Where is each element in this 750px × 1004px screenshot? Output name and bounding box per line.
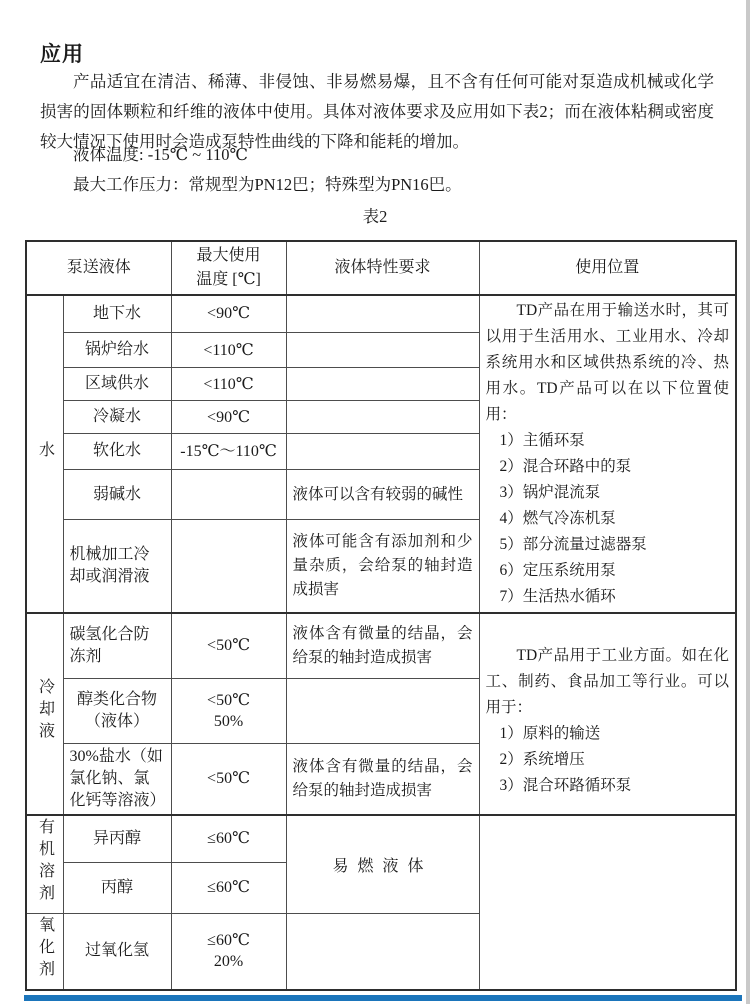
group-label-coolant: 冷却液 (26, 613, 63, 815)
usage-coolant-item: 2）系统增压 (499, 750, 585, 768)
max-temp-value: <50℃ (171, 743, 286, 815)
usage-water-cell (479, 295, 736, 613)
page-scan-edge (746, 0, 750, 1004)
liquid-temperature-line: 液体温度: -15℃ ~ 110℃ (73, 145, 248, 164)
requirement-cell (286, 332, 479, 367)
usage-water-item: 3）锅炉混流泵 (499, 484, 601, 501)
liquid-name: 软化水 (63, 433, 171, 469)
requirement-cell (286, 433, 479, 469)
table-header-row (26, 241, 736, 295)
header-liquid-requirements: 液体特性要求 (286, 241, 479, 295)
liquid-name: 弱碱水 (63, 469, 171, 519)
max-temp-value: <50℃ (171, 613, 286, 678)
requirement-cell (286, 913, 479, 990)
liquid-application-table (25, 240, 737, 991)
liquid-name: 过氧化氢 (63, 913, 171, 990)
requirement-cell: 液体可能含有添加剂和少量杂质，会给泵的轴封造成损害 (286, 520, 479, 613)
liquid-name: 机械加工冷却或润滑液 (63, 520, 171, 613)
liquid-name: 醇类化合物（液体） (63, 678, 171, 743)
table-caption: 表2 (362, 207, 388, 226)
max-temp-value (171, 469, 286, 519)
max-temp-value: <110℃ (171, 332, 286, 367)
page-title: 应用 (40, 42, 84, 67)
max-temp-value: <90℃ (171, 401, 286, 433)
max-temp-value: ≤60℃ 20% (171, 913, 286, 990)
liquid-name: 碳氢化合防冻剂 (63, 613, 171, 678)
table-row (26, 295, 736, 332)
header-max-temp-line1: 最大使用 (196, 247, 261, 264)
max-temp-value: -15℃～110℃ (171, 433, 286, 469)
header-pumped-liquid: 泵送液体 (26, 241, 171, 295)
max-temp-value: <50℃ 50% (171, 678, 286, 743)
liquid-name: 区域供水 (63, 368, 171, 401)
requirement-cell: 液体含有微量的结晶，会给泵的轴封造成损害 (286, 613, 479, 678)
usage-water-item: 4）燃气冷冻机泵 (499, 510, 616, 527)
usage-water-item: 7）生活热水循环 (499, 588, 616, 605)
header-usage-location: 使用位置 (479, 241, 736, 295)
liquid-name: 冷凝水 (63, 401, 171, 433)
usage-coolant-cell (479, 613, 736, 815)
usage-water-intro: TD产品在用于输送水时，其可以用于生活用水、工业用水、冷却系统用水和区域供热系统的冷、热用水。TD产品可以在以下位置使用： (485, 302, 730, 423)
liquid-name: 异丙醇 (63, 815, 171, 863)
header-max-temp-line2: 温度 [℃] (196, 271, 261, 288)
requirement-cell (286, 368, 479, 401)
liquid-name: 锅炉给水 (63, 332, 171, 367)
usage-coolant-item: 1）原料的输送 (499, 724, 601, 742)
table-row (26, 613, 736, 678)
usage-water-item: 2）混合环路中的泵 (499, 458, 632, 475)
table-row (26, 815, 736, 863)
header-max-temp (171, 241, 286, 295)
liquid-name: 地下水 (63, 295, 171, 332)
usage-water-item: 5）部分流量过滤器泵 (499, 536, 647, 553)
requirement-cell: 液体可以含有较弱的碱性 (286, 469, 479, 519)
usage-water-item: 1）主循环泵 (499, 432, 585, 449)
requirement-cell (286, 678, 479, 743)
footer-accent-bar (24, 995, 742, 1001)
max-temp-value: <90℃ (171, 295, 286, 332)
intro-paragraph: 产品适宜在清洁、稀薄、非侵蚀、非易燃易爆，且不含有任何可能对泵造成机械或化学损害的固体颗粒和纤维的液体中使用。具体对液体要求及应用如下表2；而在液体粘稠或密度较大情况下使用时会造成泵特性曲线的下降和能耗的增加。 (40, 71, 714, 151)
usage-coolant-item: 3）混合环路循环泵 (499, 776, 632, 794)
flammable-liquid-cell: 易燃液体 (286, 815, 479, 914)
liquid-name: 丙醇 (63, 863, 171, 913)
usage-bottom-cell (479, 815, 736, 990)
group-label-water: 水 (26, 295, 63, 613)
max-temp-value: <110℃ (171, 368, 286, 401)
requirement-cell: 液体含有微量的结晶，会给泵的轴封造成损害 (286, 743, 479, 815)
liquid-name: 30%盐水（如氯化钠、氯化钙等溶液） (63, 743, 171, 815)
group-label-organic-solvent: 有机溶剂 (26, 815, 63, 914)
usage-water-item: 6）定压系统用泵 (499, 562, 616, 579)
requirement-cell (286, 401, 479, 433)
usage-coolant-intro: TD产品用于工业方面。如在化工、制药、食品加工等行业。可以用于： (485, 646, 730, 716)
max-temp-value: ≤60℃ (171, 815, 286, 863)
max-temp-value (171, 520, 286, 613)
max-pressure-line: 最大工作压力：常规型为PN12巴；特殊型为PN16巴。 (73, 175, 462, 194)
requirement-cell (286, 295, 479, 332)
group-label-oxidizer: 氧化剂 (26, 913, 63, 990)
max-temp-value: ≤60℃ (171, 863, 286, 913)
